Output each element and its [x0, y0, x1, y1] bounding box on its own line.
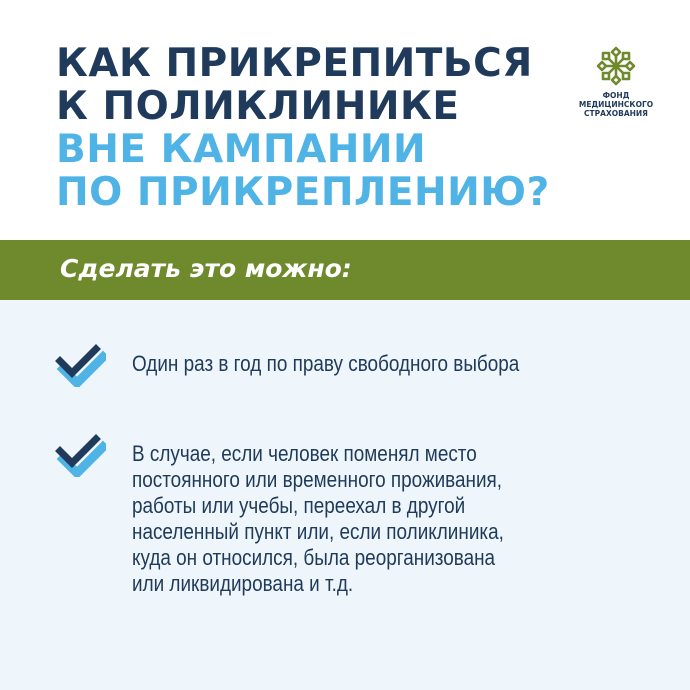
header	[0, 0, 690, 240]
list-item-line: Один раз в год по праву свободного выбора	[132, 351, 520, 376]
list-item-line: постоянного или временного проживания,	[132, 467, 503, 492]
logo-text	[566, 91, 666, 118]
title-line: КАК ПРИКРЕПИТЬСЯ	[56, 41, 533, 86]
list-item-text	[132, 351, 579, 377]
list-item-line: или ликвидирована и т.д.	[132, 571, 354, 596]
content-panel	[0, 300, 690, 690]
logo-text-line: СТРАХОВАНИЯ	[584, 109, 648, 118]
logo	[566, 44, 666, 118]
page-title	[56, 42, 550, 214]
checkmark-icon	[54, 343, 106, 387]
list-item-line: населенный пункт или, если поликлиника,	[132, 519, 504, 544]
banner-heading: Сделать это можно:	[60, 254, 352, 283]
logo-text-line: ФОНД	[602, 91, 630, 100]
flower-emblem-icon	[594, 44, 638, 88]
title-line-accent: ВНЕ КАМПАНИИ	[56, 127, 427, 172]
checkmark-icon	[54, 433, 106, 477]
list-item-text	[132, 441, 579, 597]
list-item-line: работы или учебы, переехал в другой	[132, 493, 466, 518]
list-item-line: В случае, если человек поменял место	[132, 441, 477, 466]
title-line: К ПОЛИКЛИНИКЕ	[56, 84, 460, 129]
list-item-line: куда он относился, была реорганизована	[132, 545, 496, 570]
logo-text-line: МЕДИЦИНСКОГО	[578, 100, 654, 109]
banner	[0, 240, 690, 300]
title-line-accent: ПО ПРИКРЕПЛЕНИЮ?	[56, 170, 550, 215]
